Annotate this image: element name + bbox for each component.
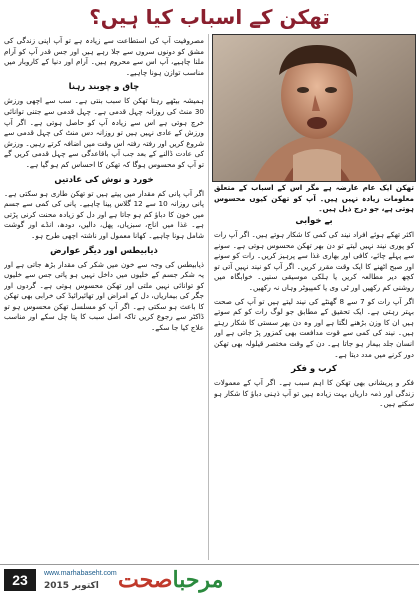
column-divider xyxy=(208,34,209,560)
website-link[interactable]: www.marhabaseht.com xyxy=(44,570,117,577)
paragraph: ہمیشہ بیٹھے رہنا تھکن کا سبب بنتی ہے۔ سب سے اچھی ورزش 30 منٹ کی روزانہ چہل قدمی ہے۔ چہل قدمی سے جتنی توانائی خرچ ہوتی ہے اس سے زیادہ آپ کو حاصل ہوتی ہے۔ اگر آپ ورزش کے عادی نہیں ہیں تو روزانہ دس منٹ کی چہل قدمی سے شروع کریں اور رفتہ رفتہ اس وقت میں اضافہ کرتے رہیں۔ ورزش کی عادت ڈالنے کے بعد جب آپ باقاعدگی سے چہل قدمی کریں گے تو آپ کو محسوس ہوگا کہ تھکن کا احساس کم ہو گیا ہے۔ xyxy=(4,96,204,169)
paragraph: اگر آپ پانی کم مقدار میں پیتے ہیں تو تھکن طاری ہو سکتی ہے۔ پانی روزانہ 10 سے 12 گلاس پینا چاہیے۔ پانی کی کمی سے جسم میں خون کا دباؤ کم ہو جاتا ہے اور دل کو زیادہ محنت کرنی پڑتی ہے۔ غذا میں اناج، سبزیاں، پھل، دالیں، دودھ، انڈے اور گوشت شامل ہونا چاہیے۔ کھانا معمول اور ناشتہ اچھی طرح ہو۔ xyxy=(4,188,204,240)
section-heading: خورد و نوش کی عادتیں xyxy=(54,174,154,185)
logo-main-text: مرحبا xyxy=(172,567,224,593)
section-heading: ذیابیطس اور دیگر عوارض xyxy=(50,245,158,256)
section-heading: بے خوابی xyxy=(295,216,333,226)
article-title: تھکن کے اسباب کیا ہیں؟ xyxy=(89,5,330,29)
magazine-logo xyxy=(118,567,223,593)
paragraph: فکر و پریشانی بھی تھکن کا اہم سبب ہے۔ اگر آپ کے معمولات زندگی اور ذمہ داریاں بہت زیادہ ہیں تو آپ ذہنی دباؤ کا شکار ہو سکتے ہیں۔ xyxy=(214,378,414,409)
page-footer xyxy=(0,564,419,595)
right-column xyxy=(214,212,414,560)
paragraph: ذیابیطس کی وجہ سے خون میں شکر کی مقدار بڑھ جاتی ہے اور یہ شکر جسم کے خلیوں میں داخل نہیں ہو پاتی جس سے خلیوں کو توانائی نہیں ملتی اور تھکن محسوس ہوتی ہے۔ گردوں اور جگر کی بیماریاں، دل کے امراض اور تھائیرائیڈ کی خرابی بھی تھکن کا باعث ہو سکتی ہے۔ اگر آپ کو مسلسل تھکن محسوس ہو تو ڈاکٹر سے رجوع کریں تاکہ اصل سبب کا پتا چل سکے اور مناسب علاج کیا جا سکے۔ xyxy=(4,259,204,333)
paragraph: مصروفیت آپ کی استطاعت سے زیادہ ہے تو آپ اپنی زندگی کی مشق کو دونوں سروں سے جلا رہے ہیں اور جس قدر آپ کو آرام ملنا چاہیے، آپ اس سے محروم ہیں۔ آرام اور دنیا کے کاروبار میں مناسب توازن ہونا چاہیے۔ xyxy=(4,36,204,77)
section-heading: کرب و فکر xyxy=(291,364,337,375)
section-heading: چاق و چوبند رہنا xyxy=(68,82,140,93)
issue-date: اکتوبر 2015 xyxy=(44,581,99,591)
logo-sub-text: صحت xyxy=(118,567,173,593)
photo-caption: تھکن ایک عام عارضہ ہے مگر اس کے اسباب کے متعلق معلومات زیادہ نہیں ہیں۔ آپ کو تھکن کیوں محسوس ہوتی ہے، جو درج ذیل ہیں۔ xyxy=(214,183,414,214)
paragraph: اگر آپ رات کو 7 سے 8 گھنٹے کی نیند لیتے ہیں تو آپ کی صحت بہتر رہتی ہے۔ ایک تحقیق کے مطابق جو لوگ رات کو کم سوتے ہیں ان کا وزن بڑھنے لگتا ہے اور وہ دن بھر سستی کا شکار رہتے ہیں۔ نیند کی کمی سے قوت مدافعت بھی کمزور پڑ جاتی ہے اور انسان جلد بیمار ہو جاتا ہے۔ دن کے وقت مختصر قیلولہ بھی تھکن دور کرنے میں مدد دیتا ہے۔ xyxy=(214,296,414,359)
tired-runner-photo xyxy=(212,34,416,182)
page-number: 23 xyxy=(4,569,36,591)
paragraph: اکثر تھکے ہوئے افراد نیند کی کمی کا شکار ہوتے ہیں۔ اگر آپ رات کو پوری نیند نہیں لیتے تو دن بھر تھکن محسوس ہوتی ہے۔ سونے سے پہلے چائے، کافی اور بھاری غذا سے پرہیز کریں۔ رات کو سونے اور صبح اٹھنے کا ایک وقت مقرر کریں۔ اگر آپ کو نیند نہیں آتی تو کچھ دیر مطالعہ کریں یا ہلکی موسیقی سنیں۔ خوابگاہ میں روشنی کم رکھیں اور ٹی وی یا کمپیوٹر وہاں نہ رکھیں۔ xyxy=(214,230,414,292)
left-column xyxy=(4,36,204,560)
